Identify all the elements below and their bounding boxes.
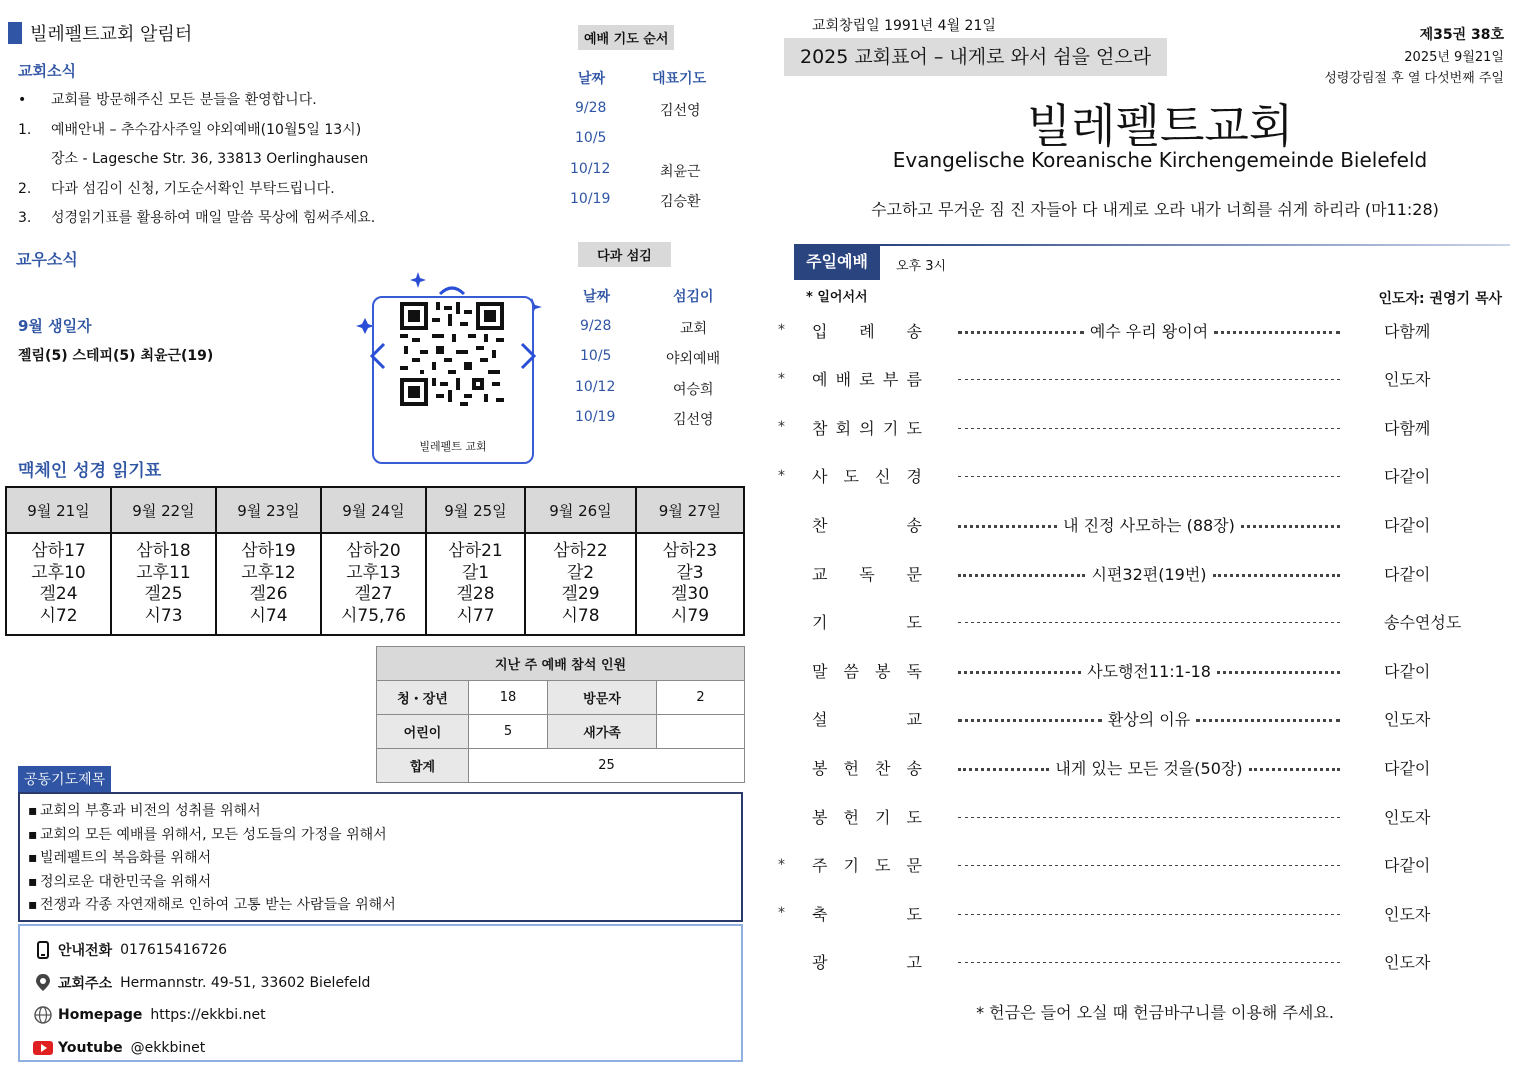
prayer-date: 9/28 (575, 100, 607, 116)
reading-date: 9월 27일 (636, 487, 744, 533)
globe-icon (28, 1005, 58, 1025)
refresh-date-header: 날짜 (583, 289, 611, 305)
order-item-name: 예 배 로 부 름 (812, 370, 922, 390)
worship-order-row (778, 753, 1498, 781)
contact-box (18, 924, 743, 1062)
prayer-date-header: 날짜 (578, 71, 606, 87)
stand-marker: * (778, 856, 785, 873)
refresh-date: 9/28 (580, 318, 612, 334)
reading-date: 9월 23일 (216, 487, 321, 533)
worship-title: 주일예배 (794, 244, 880, 280)
refresh-date: 10/5 (580, 348, 612, 364)
youtube-icon (28, 1041, 58, 1055)
refresh-person: 교회 (680, 321, 708, 337)
worship-order-row (778, 705, 1498, 733)
stand-marker: * (778, 419, 785, 436)
news-item: 1. 예배안내 – 추수감사주일 야외예배(10월5일 13시) (18, 121, 362, 138)
phone-label: 안내전화 (58, 943, 113, 960)
liturgical-season: 성령강림절 후 열 다섯번째 주일 (1324, 71, 1504, 86)
stand-marker: * (778, 370, 785, 387)
address-text: Hermannstr. 49-51, 33602 Bielefeld (120, 974, 371, 991)
stand-marker: * (778, 905, 785, 922)
order-item-content (952, 912, 1346, 915)
church-name-en: Evangelische Koreanische Kirchengemeinde Bielefeld (892, 148, 1428, 172)
prayer-item: ▪ 교회의 부흥과 비전의 성취를 위해서 (28, 803, 261, 819)
order-item-leader: 송수연성도 (1384, 613, 1462, 633)
order-item-content: 사도행전11:1-18 (952, 659, 1346, 682)
birthday-title: 9월 생일자 (18, 317, 92, 335)
order-item-content (952, 960, 1346, 963)
worship-order-row (778, 365, 1498, 393)
church-news-title: 교회소식 (18, 62, 76, 80)
prayer-order-table (560, 68, 750, 218)
order-item-content (952, 377, 1346, 380)
address-row (28, 967, 741, 1000)
reading-date: 9월 25일 (426, 487, 525, 533)
order-item-leader: 다같이 (1384, 564, 1431, 584)
children-count: 5 (469, 715, 548, 749)
refresh-person: 김선영 (673, 412, 714, 428)
refreshment-table (565, 286, 755, 436)
order-item-content (952, 474, 1346, 477)
refresh-person-header: 섬김이 (673, 289, 714, 305)
order-item-name: 참 회 의 기 도 (812, 418, 922, 438)
volume-number: 제35권 38호 (1419, 27, 1504, 43)
order-item-name: 봉 헌 기 도 (812, 807, 922, 827)
reading-date: 9월 24일 (321, 487, 426, 533)
worship-order-row (778, 851, 1498, 879)
reading-date: 9월 22일 (111, 487, 216, 533)
visitor-count: 2 (657, 681, 745, 715)
order-item-leader: 인도자 (1384, 904, 1431, 924)
refresh-date: 10/19 (575, 409, 616, 425)
bulletin-date: 2025년 9월21일 (1404, 50, 1504, 65)
news-item: 2. 다과 섬김이 신청, 기도순서확인 부탁드립니다. (18, 180, 335, 197)
order-item-name: 봉 헌 찬 송 (812, 758, 922, 778)
order-item-name: 찬 송 (812, 515, 922, 535)
total-count: 25 (469, 749, 745, 783)
founded-date: 교회창립일 1991년 4월 21일 (812, 18, 996, 34)
refreshment-title: 다과 섬김 (578, 242, 671, 267)
worship-time: 오후 3시 (896, 259, 947, 274)
worship-order-row (778, 948, 1498, 976)
order-item-leader: 다함께 (1384, 418, 1431, 438)
order-item-leader: 다같이 (1384, 467, 1431, 487)
order-item-content: 내 진정 사모하는 (88장) (952, 513, 1346, 536)
reading-cell: 삼하18 고후11 겔25 시73 (111, 533, 216, 635)
common-prayer-list (18, 792, 743, 922)
total-label: 합계 (377, 749, 469, 783)
homepage-row[interactable] (28, 999, 741, 1032)
prayer-person: 김선영 (660, 103, 701, 119)
bulletin-title: 빌레펠트교회 알림터 (30, 24, 193, 45)
prayer-date: 10/19 (570, 191, 611, 207)
church-name: 빌레펠트교회 (1026, 99, 1294, 153)
reading-cell: 삼하20 고후13 겔27 시75,76 (321, 533, 426, 635)
prayer-person: 김승환 (660, 194, 701, 210)
order-item-content (952, 426, 1346, 429)
order-item-content (952, 620, 1346, 623)
brand-bar (8, 22, 22, 44)
order-item-name: 설 교 (812, 710, 922, 730)
order-item-content (952, 863, 1346, 866)
worship-order-row (778, 559, 1498, 587)
homepage-link[interactable]: https://ekkbi.net (150, 1007, 266, 1024)
worship-order-row (778, 462, 1498, 490)
prayer-date: 10/5 (575, 130, 607, 146)
order-item-content (952, 815, 1346, 818)
attendance-title: 지난 주 예배 참석 인원 (377, 647, 745, 681)
youtube-handle[interactable]: @ekkbinet (130, 1039, 206, 1056)
phone-icon (28, 941, 58, 959)
prayer-item: ▪ 전쟁과 각종 자연재해로 인하여 고통 받는 사람들을 위해서 (28, 897, 396, 913)
refresh-person: 야외예배 (666, 351, 721, 367)
order-item-name: 입 례 송 (812, 321, 922, 341)
order-item-name: 광 고 (812, 953, 922, 973)
order-item-leader: 다같이 (1384, 515, 1431, 535)
prayer-order-title: 예배 기도 순서 (578, 25, 674, 50)
worship-divider (880, 244, 1510, 246)
youtube-label: Youtube (58, 1039, 123, 1056)
order-item-name: 기 도 (812, 613, 922, 633)
stand-marker: * (778, 322, 785, 338)
order-item-name: 주 기 도 문 (812, 856, 922, 876)
order-item-name: 말 씀 봉 독 (812, 661, 922, 681)
theme-verse: 수고하고 무거운 짐 진 자들아 다 내게로 오라 내가 너희를 쉬게 하리라 (마11:28) (871, 200, 1439, 219)
order-item-leader: 다같이 (1384, 758, 1431, 778)
order-item-leader: 다함께 (1384, 321, 1431, 341)
church-motto: 2025 교회표어 – 내게로 와서 쉼을 얻으라 (784, 38, 1167, 76)
reading-plan-table (5, 486, 745, 636)
order-item-leader: 다같이 (1384, 661, 1431, 681)
worship-order-row (778, 316, 1498, 344)
order-item-leader: 인도자 (1384, 807, 1431, 827)
news-item: 3. 성경읽기표를 활용하여 매일 말씀 묵상에 힘써주세요. (18, 210, 376, 226)
address-label: 교회주소 (58, 975, 113, 992)
worship-order-row (778, 413, 1498, 441)
offering-note: * 헌금은 들어 오실 때 헌금바구니를 이용해 주세요. (976, 1003, 1334, 1022)
news-item: • 교회를 방문해주신 모든 분들을 환영합니다. (18, 92, 317, 108)
youth-count: 18 (469, 681, 548, 715)
order-item-content: 환상의 이유 (952, 707, 1346, 730)
reading-cell: 삼하19 고후12 겔26 시74 (216, 533, 321, 635)
prayer-date: 10/12 (570, 161, 611, 177)
prayer-item: ▪ 교회의 모든 예배를 위해서, 모든 성도들의 가정을 위해서 (28, 826, 387, 843)
location-pin-icon (28, 973, 58, 993)
church-news-list (18, 86, 375, 234)
newfamily-label: 새가족 (548, 715, 657, 749)
worship-order-row (778, 899, 1498, 927)
order-item-name: 축 도 (812, 904, 922, 924)
worship-order-row (778, 608, 1498, 636)
stand-marker: * (778, 467, 785, 484)
order-item-name: 사 도 신 경 (812, 467, 922, 487)
prayer-item: ▪ 빌레펠트의 복음화를 위해서 (28, 850, 212, 866)
phone-row[interactable] (28, 934, 741, 967)
birthday-names: 젤림(5) 스테피(5) 최윤근(19) (18, 348, 214, 364)
common-prayer-title: 공동기도제목 (18, 766, 111, 792)
member-news-title: 교우소식 (16, 250, 78, 269)
order-item-leader: 인도자 (1384, 710, 1431, 730)
reading-cell: 삼하23 갈3 겔30 시79 (636, 533, 744, 635)
reading-plan-title: 맥체인 성경 읽기표 (18, 461, 162, 481)
homepage-label: Homepage (58, 1007, 143, 1024)
phone-number[interactable]: 017615416726 (120, 942, 227, 959)
qr-code-icon[interactable] (400, 302, 504, 406)
reading-cell: 삼하17 고후10 겔24 시72 (6, 533, 111, 635)
worship-order-row (778, 802, 1498, 830)
order-item-leader: 다같이 (1384, 856, 1431, 876)
youtube-row[interactable] (28, 1032, 741, 1065)
reading-cell: 삼하21 갈1 겔28 시77 (426, 533, 525, 635)
reading-date: 9월 21일 (6, 487, 111, 533)
refresh-date: 10/12 (575, 379, 616, 395)
prayer-person: 최윤근 (660, 164, 701, 180)
attendance-table (376, 646, 745, 783)
qr-caption: 빌레펠트 교회 (419, 440, 487, 453)
order-item-content: 예수 우리 왕이여 (952, 319, 1346, 342)
order-item-leader: 인도자 (1384, 370, 1431, 390)
worship-leader: 인도자: 권영기 목사 (1378, 291, 1502, 307)
order-item-content: 내게 있는 모든 것을(50장) (952, 756, 1346, 779)
news-item: 장소 - Lagesche Str. 36, 33813 Oerlinghausen (51, 151, 369, 167)
newfamily-count (657, 715, 745, 749)
youth-label: 청・장년 (377, 681, 469, 715)
refresh-person: 여승희 (673, 382, 714, 398)
stand-note: * 일어서서 (806, 290, 868, 305)
order-item-content: 시편32편(19번) (952, 562, 1346, 585)
prayer-item: ▪ 정의로운 대한민국을 위해서 (28, 873, 212, 890)
order-item-name: 교 독 문 (812, 564, 922, 584)
worship-order-row (778, 656, 1498, 684)
order-item-leader: 인도자 (1384, 953, 1431, 973)
reading-date: 9월 26일 (525, 487, 636, 533)
worship-order-row (778, 510, 1498, 538)
visitor-label: 방문자 (548, 681, 657, 715)
children-label: 어린이 (377, 715, 469, 749)
prayer-person-header: 대표기도 (652, 71, 707, 87)
reading-cell: 삼하22 갈2 겔29 시78 (525, 533, 636, 635)
